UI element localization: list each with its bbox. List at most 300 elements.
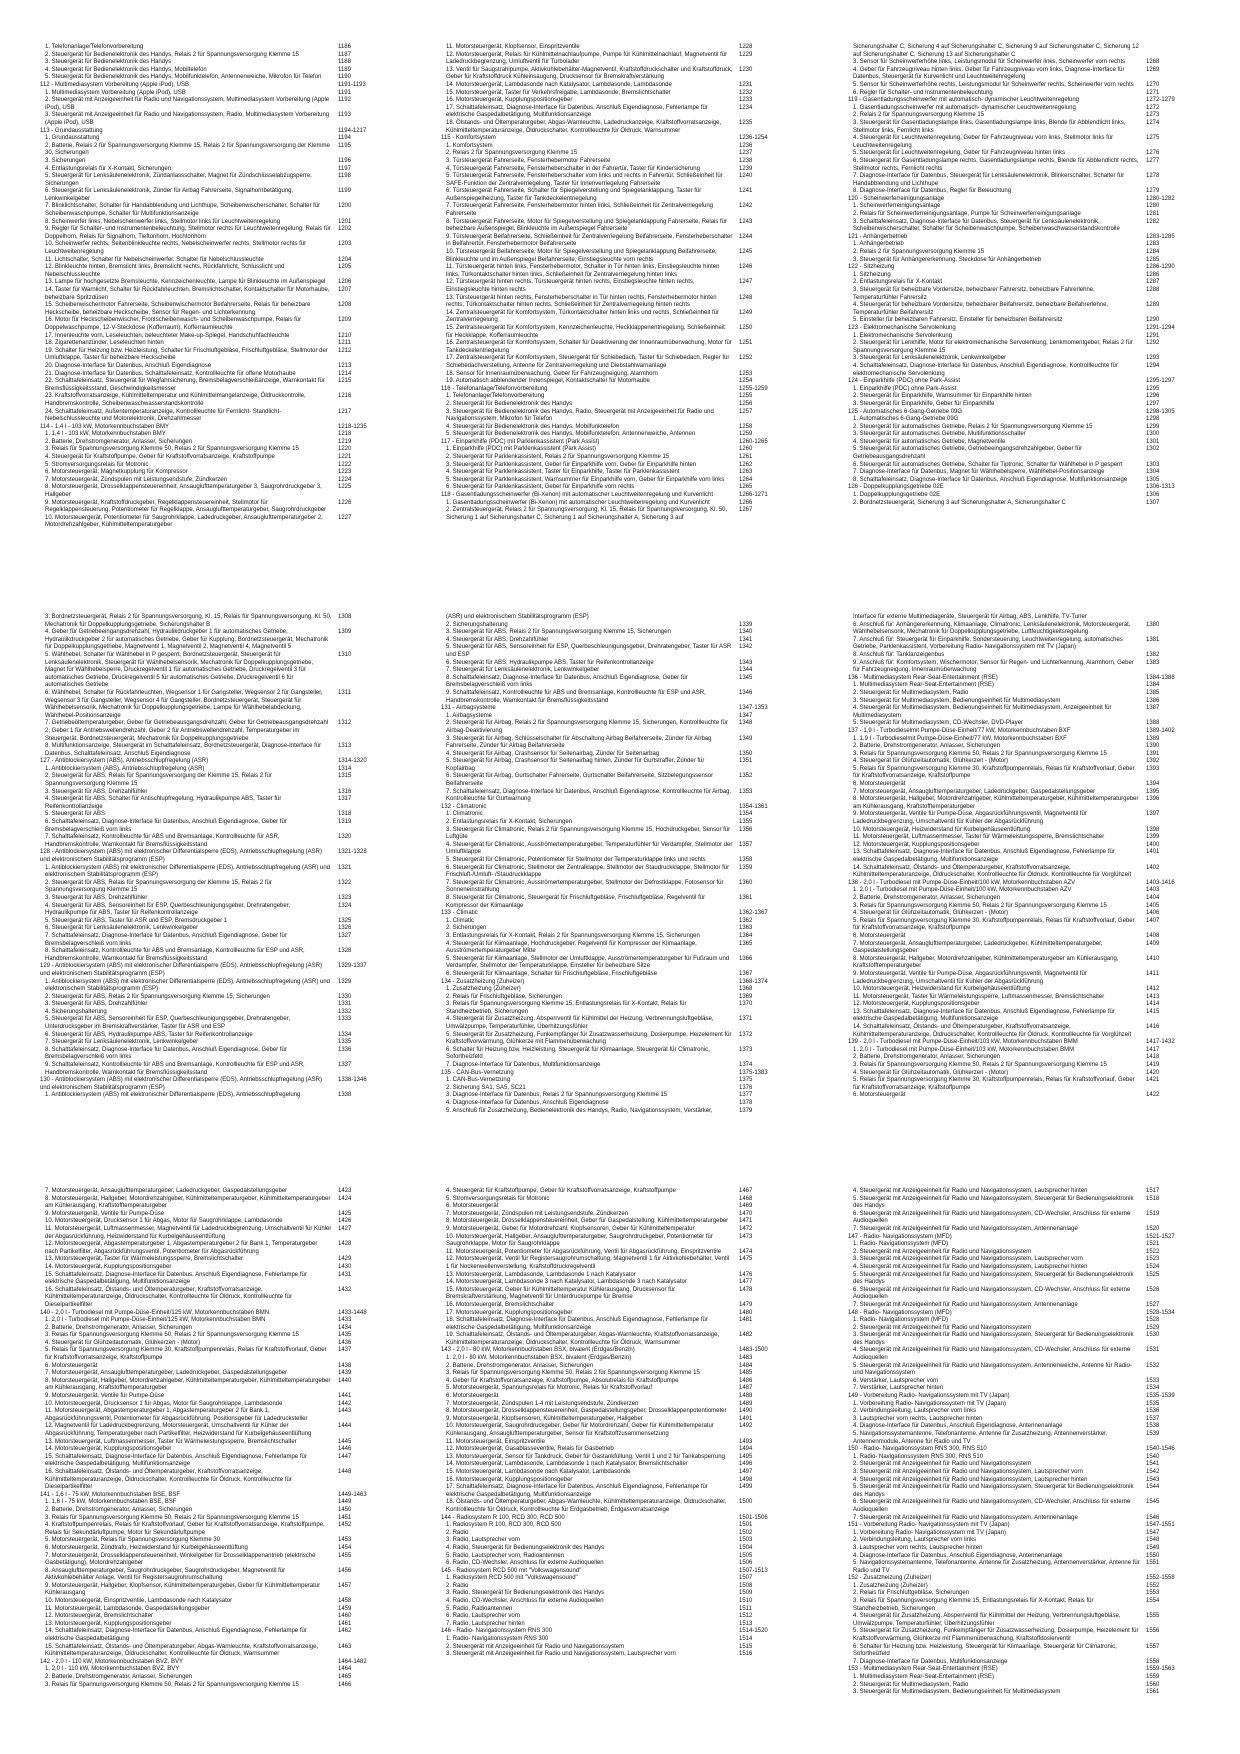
index-entry: [441, 234, 813, 249]
page-number: 1275: [1146, 135, 1160, 142]
index-entry: [40, 378, 412, 393]
page-number: 1197: [338, 165, 351, 172]
column: [40, 44, 412, 530]
entry-title: 5. Steuergerät für Leuchtweitenregelung, Geber für Fahrzeugniveau hinten links: [853, 150, 1066, 157]
page-number: 1435: [338, 1332, 352, 1339]
index-entry: [40, 1092, 412, 1100]
index-entry: [441, 720, 813, 735]
page-number: 1317: [338, 796, 352, 803]
page-number: 1332: [338, 1008, 352, 1015]
page-number: 1323: [338, 894, 352, 901]
page-number: 1225: [338, 484, 352, 491]
page-number: 1553: [1146, 1590, 1160, 1597]
index-entry: [40, 690, 412, 720]
index-entry: [441, 667, 813, 675]
index-entry: [441, 827, 813, 842]
entry-title: 7. Steuergerät mit Anzeigeeinheit für Radio und Navigationssystem, Antennenanlage: [853, 1514, 1078, 1521]
index-entry: [848, 1062, 1220, 1070]
page-number: 1428: [338, 1241, 352, 1248]
page-number: 1279: [1146, 188, 1160, 195]
page-number: 1221: [338, 454, 352, 461]
page-number: 1453: [338, 1537, 352, 1544]
page-number: 1344: [739, 667, 753, 674]
index-entry: [848, 241, 1220, 249]
index-entry: [848, 431, 1220, 439]
page-number: 1272-1279: [1146, 97, 1175, 104]
page-number: 1375: [739, 1077, 753, 1084]
index-entry: [441, 1461, 813, 1469]
entry-title: 6. Motorsteuergerät: [446, 1203, 499, 1210]
entry-title: 4. Steuergerät für ABS, Sensoreinheit für ESP, Querbeschleunigungsgeber, Drehratengeber, Hydraulikpumpe für ABS, Taster für Reifenkontrollanzeige: [45, 902, 291, 917]
page-number: 1425: [338, 1210, 352, 1217]
page-number: 1539: [1146, 1431, 1160, 1437]
index-entry: [848, 302, 1220, 317]
page-number: 1503: [739, 1537, 753, 1544]
index-entry: [848, 1256, 1220, 1264]
entry-title: 7. Steuergerät für Climatronic, Ausströmertemperaturgeber, Stellmotor der Defrostklappe, Fotosensor für Sonneneinstrahlung: [446, 879, 724, 894]
index-entry: [441, 173, 813, 188]
page-number: 1555: [1146, 1613, 1160, 1620]
page-number: 1316: [338, 788, 352, 795]
index-entry: [848, 698, 1220, 706]
entry-title: 4. Sicherungshalterung: [45, 1008, 107, 1015]
entry-title: 2. Steuergerät mit Anzeigeeinheit für Radio und Navigationssystem: [446, 1643, 625, 1650]
entry-title: 3. Relais für Spannungsversorgung Klemme 50, Relais 2 für Spannungsversorgung Klemme 15: [853, 1062, 1107, 1069]
index-entry: [40, 979, 412, 994]
index-entry: [441, 819, 813, 827]
page-number: 1456: [338, 1567, 352, 1574]
entry-title: 6. Radio, Lautsprecher vorn: [446, 1613, 521, 1620]
index-entry: [441, 1423, 813, 1438]
index-entry: [848, 1659, 1220, 1667]
index-entry: [848, 1477, 1220, 1485]
entry-title: 4. Steuergerät für Glühzeitautomatik, Glühkerzen - (Motor): [853, 910, 1009, 917]
index-entry: [40, 1446, 412, 1454]
entry-title: (ASR) und elektronischem Stabilitätsprogramm (ESP): [446, 614, 589, 620]
page-number: 1258: [739, 423, 753, 430]
index-entry: [40, 257, 412, 265]
index-entry: [441, 1355, 813, 1363]
index-entry: [441, 1416, 813, 1424]
entry-title: 3. Relais für Spannungsversorgung Klemme 50, Relais 2 für Spannungsversorgung Klemme 15: [45, 1332, 299, 1339]
entry-title: 114 - 1,4 l - 103 kW, Motorkennbuchstaben BMY: [40, 423, 169, 430]
page-number: 1438: [338, 1362, 352, 1369]
index-entry: [848, 751, 1220, 759]
page-number: 1559-1563: [1146, 1666, 1175, 1673]
entry-title: 15. Schalttafeleinsatz, Diagnose-Interface für Datenbus, Anschluß Eigendiagnose, Fehlerlampe für elektrische Gaspedalbetätigung, Multifunktionsanzeige: [45, 1453, 307, 1468]
entry-title: 5. Steuergerät für ABS, Sensoreinheit für ESP, Querbeschleunigungsgeber, Drehratengeber, Taster für ASR und ESP: [446, 644, 732, 658]
page-number: 1287: [1146, 279, 1160, 286]
page-number: 1299: [1146, 423, 1160, 430]
page-number: 1402: [1146, 864, 1160, 871]
column: [848, 1188, 1220, 1697]
entry-title: 3. Türsteuergerät Fahrerseite, Fensterhebermotor Fahrerseite: [446, 157, 611, 164]
index-entry: [40, 287, 412, 302]
entry-title: 23. Kraftstoffvorratsanzeige, Kühlmitteltemperatur und Kühlmittelmangelanzeige, Öldruckkontrolle, Handbremskontrolle, Scheibenwaschwasserstandskontrolle: [45, 393, 306, 407]
index-entry: [40, 1682, 412, 1690]
entry-title: 7. Diagnose-Interface für Datenbus, Multifunktionsanzeige: [446, 1062, 601, 1069]
entry-title: 1. Scheinwerferreinigungsanlage: [853, 203, 941, 210]
page-number: 1375-1383: [739, 1069, 768, 1076]
entry-title: 4. Türsteuergerät Fahrerseite, Fensterheberschalter in der Fahrertür, Taster für Kindersicherung: [446, 165, 700, 172]
entry-title: 13. Ventil für Saugstrahlpumpe, Aktivkohlebehälter-Magnetventil, Kraftstoffdruckschalter und Kraftstoffdruck, Geber für Kraftstoffdruck Kühleinsaugung, Drucksensor für Bremskraftverstärkung: [446, 66, 733, 81]
page-number: 1338-1346: [338, 1077, 367, 1084]
page-number: 1356: [739, 826, 753, 833]
index-entry: [848, 1077, 1220, 1092]
page-number: 1210: [338, 332, 352, 339]
entry-title: 5. Stromversorgungsrelais für Motronic: [45, 461, 149, 468]
section-heading: [441, 135, 813, 143]
index-entry: [441, 1446, 813, 1454]
page-number: 1250: [739, 324, 753, 331]
index-entry: [848, 112, 1220, 120]
entry-title: 5. Steuergerät mit Anzeigeeinheit für Radio und Navigationssystem, Steuergerät für Bedienungselektronik des Handys: [853, 1271, 1134, 1286]
entry-title: 4. Steuergerät mit Anzeigeeinheit für Radio und Navigationssystem, Lautsprecher hinten: [853, 1263, 1088, 1270]
entry-title: 8. Ansauglufttemperaturgeber, Saugrohrdruckgeber, Saugrohrdruckgeber, Magnetventil für Aktivkohlebehälter Anlage, Ventil für Registersaugrohrumschaltung: [45, 1567, 286, 1582]
page-number: 1251: [739, 340, 753, 347]
page-number: 1451: [338, 1514, 352, 1521]
page-number: 1361: [739, 894, 753, 901]
index-entry: [40, 652, 412, 690]
index-entry: [848, 44, 1220, 59]
section-heading: [848, 728, 1220, 736]
entry-title: 2. Steuergerät für ABS, Relais für Spannungsversorgung der Klemme 15, Relais 2 für Spannungsversorgung Klemme 15: [45, 773, 272, 788]
index-entry: [441, 150, 813, 158]
entry-title: 8. Schalttafeleinsatz, Diagnose-Interface für Datenbus, Anschluß Eigendiagnose, Multifunktionsanzeige: [853, 476, 1128, 483]
page-number: 1265: [739, 484, 753, 491]
index-entry: [441, 1613, 813, 1621]
entry-title: 6. Steuergerät für Lenksäulenelektronik, Zünder für Airbag Fahrerseite, Signalhornbetätigung, Lenkwinkelgeber: [45, 188, 294, 202]
entry-title: 1. Climatic: [446, 917, 475, 924]
page-number: 1552-1558: [1146, 1575, 1175, 1582]
page-number: 1207: [338, 287, 352, 293]
page-number: 1360: [739, 879, 753, 886]
index-entry: [441, 811, 813, 819]
page-number: 1349: [739, 735, 753, 742]
entry-title: 6. Wählhebel, Schalter für Rückfahrleuchten, Wegsensor 1 für Gangsteller, Wegsensor 2 für Gangsteller, Wegsensor 3 für Gangsteller, Wegsensor 4 für Gangsteller, Bordnetzsteuergerät, Steuergerät für Wählhebelsensorik, Mechatronik für Doppelkupplungsgetriebe, Lampe für Wählhebelabdeckung, Wählhebel-Positionsanzeige: [45, 689, 323, 719]
page-number: 1445: [338, 1438, 352, 1445]
page-number: 1201: [338, 218, 352, 225]
page-number: 1493: [739, 1438, 753, 1445]
entry-title: 13. Motorsteuergerät, Lambdasonde, Lambdasonde 1 nach Katalysator: [446, 1271, 636, 1278]
index-entry: [848, 705, 1220, 720]
section-heading: [40, 963, 412, 978]
index-entry: [848, 1416, 1220, 1424]
index-entry: [848, 971, 1220, 986]
entry-title: 5. Anschluß für Zusatzheizung, Bedienelektronik des Handys, Radio, Navigationssystem, Verstärker,: [446, 1107, 713, 1114]
entry-title: 137 - 1,9 l - Turbodieselmit Pumpe-Düse-Einheit/77 kW, Motorkennbuchstaben BXF: [848, 727, 1071, 734]
entry-title: 7. Verstärker, Lautsprecher hinten: [853, 1385, 944, 1392]
entry-title: 17. Motorsteuergerät, Kupplungspositionsgeber: [446, 1309, 573, 1316]
page-number: 1294: [1146, 362, 1160, 369]
index-entry: [40, 188, 412, 203]
entry-title: 2. Relais 2 für Spannungsversorgung Klemme 15: [853, 112, 985, 119]
entry-title: 5. Steuergerät für Zusatzheizung, Funkempfänger für Zusatzwasserheizung, Dosierpumpe, Heizelement für Kraftstoffvorwärmung, Glühkerze mit Flammenüberwachung, Kraftstoffdosierventil: [853, 1628, 1139, 1643]
page-number: 1266: [739, 499, 753, 506]
page-number: 1501: [739, 1522, 753, 1529]
entry-title: 16. Motorsteuergerät, Kupplungspositionsgeber: [446, 97, 573, 104]
index-entry: [40, 515, 412, 530]
entry-title: 149 - Vorbereitung Radio- Navigationssystem mit TV (Japan): [848, 1393, 1010, 1400]
page-number: 1407: [1146, 917, 1160, 924]
page-number: 1433-1448: [338, 1309, 367, 1316]
page-number: 1507: [739, 1575, 753, 1582]
entry-title: 5. Steuergerät für Bedienelektronik des Handys, Mobilfunktelefon, Antennenweiche, Antennen: [446, 431, 696, 438]
page-number: 1286: [1146, 271, 1160, 278]
page-number: 1367: [739, 970, 753, 977]
index-entry: [441, 1092, 813, 1100]
index-entry: [40, 1545, 412, 1553]
entry-title: 3. Steuergerät für Bedienelektronik des Handys, Radio, Steuergerät mit Anzeigeeinheit für Radio und Navigationssystem, Mikrofon für Telefon: [446, 408, 714, 423]
page-number: 1327: [338, 932, 352, 939]
index-entry: [40, 1009, 412, 1017]
page-number: 1365: [739, 940, 753, 947]
page-number: 1455: [338, 1552, 352, 1559]
index-entry: [40, 462, 412, 470]
page-number: 1442: [338, 1400, 352, 1407]
entry-title: 3. Steuergerät mit Anzeigeeinheit für Radio und Navigationssystem, Steuergerät für Bedienungselektronik des Handys: [853, 1332, 1134, 1346]
index-entry: [441, 409, 813, 424]
index-entry: [40, 773, 412, 788]
entry-title: 8. Multifunktionsanzeige, Steuergerät im Schalttafeleinsatz, Bordnetzsteuergerät, Diagnose-Interface für Datenbus, Schalttafeleinsatz, Anschluß Eigendiagnose: [45, 743, 322, 757]
entry-title: 1. Automatisches 6-Gang-Getriebe 09G: [853, 416, 959, 423]
index-entry: [848, 1682, 1220, 1690]
index-entry: [848, 446, 1220, 461]
entry-title: 4. Steuergerät für Leuchtweitenregelung, Geber für Fahrzeugniveau vorn links, Stellmotor links für Leuchtweitenregelung: [853, 135, 1114, 149]
page-number: 1519: [1146, 1210, 1160, 1217]
index-entry: [441, 925, 813, 933]
entry-title: 136 - Multimediasystem Rear-Seat-Entertainment (RSE): [848, 674, 998, 681]
section-heading: [40, 758, 412, 766]
entry-title: 2. Batterie, Drehstromgenerator, Anlasser, Sicherungen: [45, 438, 193, 445]
entry-title: 4. Steuergerät für Kraftstoffpumpe, Geber für Kraftstoffvorratsanzeige, Kraftstoffpumpe: [446, 1188, 676, 1194]
entry-title: 4. Steuergerät für Glühzeitautomatik, Glühkerzen - (Motor): [853, 758, 1009, 765]
page-number: 1191: [338, 89, 351, 96]
entry-title: 6. Steuergerät mit Anzeigeeinheit für Radio und Navigationssystem, CD-Wechsler, Anschluss für externe Audioquellen: [853, 1499, 1131, 1513]
index-entry: [40, 1507, 412, 1515]
index-entry: [40, 363, 412, 371]
entry-title: 7. Diagnose-Interface für Datenbus, Multifunktionsanzeige: [853, 1658, 1008, 1665]
page-number: 1284: [1146, 249, 1160, 256]
index-entry: [441, 895, 813, 910]
index-entry: [40, 439, 412, 447]
entry-title: 7. Diagnose-Interface für Datenbus, Steuergerät für Lenksäulenelektronik, Blinkerschalter, Schalter für Handabblendung und Lichthupe: [853, 173, 1125, 187]
entry-title: 1. Multimediasystem Vorbereitung (Apple iPod), USB: [45, 89, 186, 96]
entry-title: 18. Ölstands- und Öltemperaturgeber, Abgas-Warnleuchte, Kühlmitteltemperaturanzeige, Öldruckschalter, Kontrollleuchte für Öldruck, Kontrollleuchte für Erdgasbetrieb, Erdgasvorratsanzeige: [446, 1499, 727, 1513]
entry-title: 2. Radio: [446, 1529, 469, 1536]
page-number: 1289: [1146, 302, 1160, 309]
page-number: 1384: [1146, 682, 1160, 689]
entry-title: 6. Motorsteuergerät, Magnetkupplung für Kompressor: [45, 469, 188, 476]
index-entry: [441, 1062, 813, 1070]
page-number: 1434: [338, 1324, 352, 1331]
entry-title: 5. Steuergerät für Multimediasystem, CD-Wechsler, DVD-Player: [853, 720, 1023, 727]
entry-title: 4. Steuergerät für automatisches Getriebe, Magnetventile: [853, 438, 1006, 445]
page-number: 1406: [1146, 910, 1160, 917]
index-entry: [40, 340, 412, 348]
index-entry: [40, 1522, 412, 1537]
entry-title: 3. Steuergerät für ABS, Drehzahlfühler: [45, 788, 148, 795]
index-entry: [40, 811, 412, 819]
page-number: 1551: [1146, 1560, 1160, 1567]
entry-title: 3. Lautsprecher vorn rechts, Lautsprecher hinten: [853, 1544, 983, 1551]
entry-title: 4. Diagnose-Interface für Datenbus, Anschluß Eigendiagnose: [446, 1100, 609, 1106]
index-entry: [40, 834, 412, 849]
index-entry: [40, 67, 412, 75]
entry-title: 13. Schalttafeleinsatz, Diagnose-Interface für Datenbus, Anschluß Eigendiagnose, Fehlerlampe für elektrische Gaspedalbetätigung, Multifunktionsanzeige: [853, 849, 1115, 863]
index-entry: [848, 1515, 1220, 1523]
page-number: 1424: [338, 1195, 352, 1202]
page-number: 1291: [1146, 332, 1160, 339]
page-number: 1376: [739, 1084, 753, 1091]
entry-title: 11. Motorsteuergerät, Einspritzventile: [446, 1438, 545, 1445]
page-number: 1559: [1146, 1674, 1160, 1680]
index-entry: [441, 1272, 813, 1280]
page-number: 1218: [338, 431, 352, 438]
page-number: 1326: [338, 925, 352, 932]
index-entry: [441, 1196, 813, 1204]
page-number: 1305: [1146, 476, 1160, 483]
index-entry: [441, 1583, 813, 1591]
index-entry: [40, 469, 412, 477]
page-number: 1206: [338, 279, 352, 286]
index-entry: [441, 67, 813, 82]
page-number: 1244: [739, 233, 753, 240]
page-number: 1547-1551: [1146, 1522, 1175, 1529]
entry-title: 8. Motorsteuergerät, Hallgeber, Motordrehzahlgeber, Kühlmitteltemperaturgeber am Kühlerausgang, Kraftstofftemperaturgeber: [853, 955, 1119, 970]
entry-title: 5. Einsteller für beheizbaren Fahrersitz, Einsteller für beheizbaren Beifahrersitz: [853, 317, 1063, 324]
entry-title: 119 - Gasentladungsscheinwerfer mit automatisch- dynamischer Leuchtweitenregelung: [848, 97, 1080, 104]
page-number: 1337: [338, 1062, 352, 1069]
index-entry: [40, 1047, 412, 1062]
page-number: 1515: [739, 1643, 753, 1650]
entry-title: 14. Taster für Warnlicht, Schalter für Rückfahrleuchten, Bremslichtschalter, Kontaktschalter für Motorhaube, beheizbare Spritzdüsen: [45, 287, 330, 301]
entry-title: 6. Radio, CD-Wechsler, Anschluss für externe Audioquellen: [446, 1560, 604, 1567]
index-entry: [441, 431, 813, 439]
index-entry: [40, 52, 412, 60]
index-entry: [441, 1256, 813, 1271]
page-number: 1257: [739, 408, 753, 415]
page-number: 1194: [338, 135, 351, 142]
index-entry: [40, 112, 412, 127]
index-entry: [40, 500, 412, 515]
index-entry: [441, 941, 813, 956]
entry-title: 2. Relais für Scheinwerferreinigungsanlage, Pumpe für Scheinwerferreinigungsanlage: [853, 211, 1081, 218]
entry-title: 1. Telefonanlage/Telefonvorbereitung: [446, 393, 545, 400]
entry-title: 13. Türsteuergerät hinten rechts, Fensterheberschalter in Tür hinten rechts, Fensterhebermotor hinten rechts, Türkontaktschalter hinten rechts, Schließeinheit für Zentralverriegelung hinten rechts: [446, 294, 717, 309]
page-number: 1449: [338, 1499, 352, 1506]
entry-title: 2. Steuergerät für Bedienelektronik des Handys: [446, 400, 573, 407]
page-number: 1421: [1146, 1077, 1160, 1084]
index-entry: [40, 1340, 412, 1348]
entry-title: 14. Schalttafeleinsatz, Ölstands- und Öltemperaturgeber, Kraftstoffvorratsanzeige, Kühlmitteltemperaturanzeige, Öldruckschalter, Kontrollleuchte für Öldruck, Kontrollleuchte für Vorglühzeit: [853, 864, 1132, 879]
entry-title: 3. Steuergerät mit Anzeigeeinheit für Radio und Navigationssystem, Lautsprecher vorn: [853, 1468, 1083, 1475]
entry-title: 2. Steuergerät für ABS, Relais für Spannungsversorgung der Klemme 15, Relais 2 für Spannungsversorgung Klemme 15: [45, 879, 272, 894]
section-heading: [848, 234, 1220, 242]
index-entry: [441, 1370, 813, 1378]
entry-title: 142 - 2,0 l - 110 kW, Motorkennbuchstaben BVZ, BVY: [40, 1658, 183, 1665]
page-number: 1233: [739, 97, 753, 104]
entry-title: 9. Motorsteuergerät, Ventile für Pumpe-Düse: [45, 1210, 165, 1217]
page-number: 1322: [338, 879, 352, 886]
index-entry: [441, 1408, 813, 1416]
index-entry: [40, 1001, 412, 1009]
entry-title: 5. Steuergerät für Zusatzheizung, Funkempfänger für Zusatzwasserheizung, Dosierpumpe, Heizelement für Kraftstoffvorwärmung, Glühkerze mit Flammenüberwachung: [446, 1031, 732, 1046]
entry-title: 16. Schalttafeleinsatz, Ölstands- und Öltemperaturgeber, Kraftstoffvorratsanzeige, Kühlmitteltemperaturanzeige, Öldruckschalter, Kontrollleuchte für Öldruck, Kontrollleuchte für Dieselpartikelfilter: [45, 1286, 292, 1308]
index-entry: [40, 143, 412, 158]
index-entry: [848, 789, 1220, 797]
entry-title: 5. Steuergerät mit Anzeigeeinheit für Radio und Navigationssystem, Steuergerät für Bedienungselektronik des Handys: [853, 1484, 1134, 1498]
index-entry: [848, 903, 1220, 911]
page-number: 1444: [338, 1423, 352, 1430]
entry-title: 5. Relais für Spannungsversorgung Klemme 30, Kraftstoffpumpenrelais, Relais für Kraftstoffvorlauf, Geber für Kraftstoffvorratsanzeige, Kraftstoffpumpe: [853, 1077, 1135, 1091]
page-number: 1331: [338, 1001, 352, 1008]
page-number: 1313: [338, 743, 352, 750]
entry-title: 2. Entlastungsrelais für X-Kontakt, Sicherungen: [446, 819, 573, 826]
page-number: 1379: [739, 1107, 753, 1114]
entry-title: 6. Steuergerät für Parklenkassistent, Geber für Einparkhilfe vorn rechts: [446, 484, 635, 491]
page-number: 1540-1546: [1146, 1446, 1175, 1453]
page-number: 1386: [1146, 697, 1160, 704]
entry-title: 3. Steuergerät für Lenksäulenelektronik, Lenkwinkelgeber: [853, 355, 1007, 362]
entry-title: 6. Motorsteuergerät: [446, 1393, 499, 1400]
page-number: 1557: [1146, 1643, 1160, 1650]
index-entry: [848, 1378, 1220, 1386]
page-number: 1295: [1146, 385, 1160, 392]
entry-title: 3. Steuergerät für Multimediasystem, Bedienungseinheit für Multimediasystem: [853, 1689, 1061, 1696]
index-entry: [848, 1590, 1220, 1598]
page-number: 1273: [1146, 112, 1160, 119]
page-number: 1242: [739, 203, 753, 210]
index-entry: [40, 1408, 412, 1423]
page-number: 1514-1520: [739, 1628, 768, 1635]
page-number: 1550: [1146, 1552, 1160, 1559]
index-entry: [441, 614, 813, 622]
index-entry: [848, 1272, 1220, 1287]
entry-title: 6. Motorsteuergerät: [45, 1362, 98, 1369]
entry-title: 2. Verbindungsleitung, Lautsprecher vorn links: [853, 1537, 977, 1544]
entry-title: 10. Motorsteuergerät, Potentiometer für Saugrohrklappe, Ladedruckgeber, Ansauglufttemperaturgeber 2, Motordrehzahlgeber, Kühlmitteltemperaturgeber: [45, 514, 323, 529]
entry-title: 6. Verstärker, Lautsprecher vorn: [853, 1377, 939, 1384]
index-entry: [441, 507, 813, 522]
index-entry: [848, 849, 1220, 864]
index-entry: [40, 1378, 412, 1393]
index-entry: [40, 1439, 412, 1447]
column: [441, 1188, 813, 1659]
index-entry: [848, 1317, 1220, 1325]
index-entry: [441, 52, 813, 67]
index-entry: [441, 1108, 813, 1116]
page-number: 1271: [1146, 89, 1160, 96]
entry-title: 4. Steuergerät für ABS, Schalter für Antischlupfregelung, Hydraulikpumpe ABS, Taster für Reifenkontrollanzeige: [45, 796, 282, 810]
section-heading: [441, 386, 813, 394]
entry-title: 1. CAN-Bus-Vernetzung: [446, 1077, 511, 1084]
section-heading: [441, 1070, 813, 1078]
index-entry: [848, 477, 1220, 485]
page-number: 1260-1265: [739, 438, 768, 445]
index-entry: [441, 1032, 813, 1047]
entry-title: 1. Einparkhilfe (PDC) mit Parklenkassistent (Park Assist): [446, 446, 597, 453]
page-number: 1243: [739, 218, 753, 225]
entry-title: 2. Steuergerät für Multimediasystem, Radio: [853, 1681, 969, 1688]
index-entry: [40, 1317, 412, 1325]
index-entry: [40, 743, 412, 758]
page-number: 1485: [739, 1370, 753, 1377]
page-number: 1335: [338, 1039, 352, 1046]
page-number: 1336: [338, 1046, 352, 1053]
entry-title: 15. Schalttafeleinsatz, Ölstands- und Öltemperaturgeber, Abgas-Warnleuchte, Kraftstoffvorratsanzeige, Kühlmitteltemperaturanzeige, Öldruckschalter, Kontrollleuchte für Öldruck, Warnsummer: [45, 1643, 319, 1658]
entry-title: 12. Motorsteuergerät, Bremslichtschalter: [45, 1613, 154, 1620]
